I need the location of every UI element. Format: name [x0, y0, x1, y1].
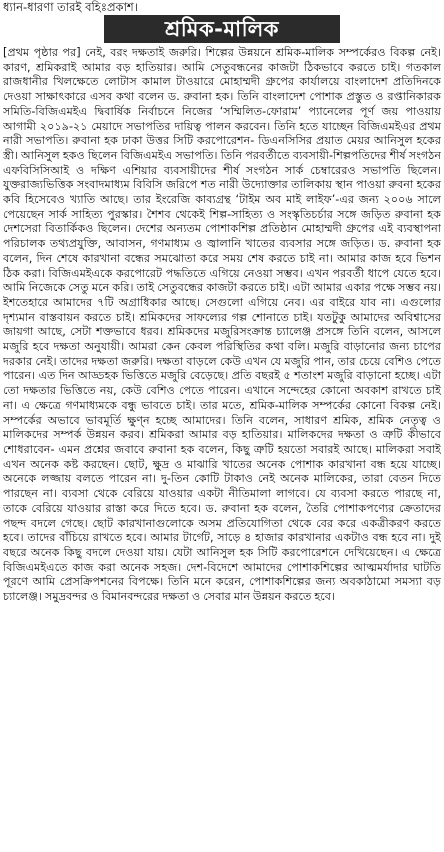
previous-column-tail: ধ্যান-ধারণা তারই বহিঃপ্রকাশ।: [3, 0, 138, 14]
article-paragraph: [3, 46, 441, 605]
article-headline: শ্রমিক-মালিক: [104, 15, 340, 43]
article-body-text: নেই, বরং দক্ষতাই জরুরি। শিল্পের উন্নয়নে শ্রমিক-মালিক সম্পর্কেরও বিকল্প নেই। কারণ, শ্রমিকরাই আমার বড় হাতিয়ার। আমি সেতুবন্ধনের কাজটা ঠিকভাবে করতে চাই। গতকাল রাজধানীর খিলক্ষেতে লোটাস কামাল টাওয়ারে মোহাম্মদী গ্রুপের কার্যালয়ে বাংলাদেশ প্রতিদিনকে দেওয়া সাক্ষাৎকারে এসব কথা বলেন ড. রুবানা হক। তিনি বাংলাদেশ পোশাক প্রস্তুত ও রপ্তানিকারক সমিতি-বিজিএমইএ দ্বিবার্ষিক নির্বাচনে নিজের ‘সম্মিলিত-ফোরাম’ প্যানেলের পূর্ণ জয় পাওয়ায় আগামী ২০১৯-২১ মেয়াদে সভাপতির দায়িত্ব পালন করবেন। তিনি হতে যাচ্ছেন বিজিএমইএর প্রথম নারী সভাপতি। রুবানা হক ঢাকা উত্তর সিটি করপোরেশন- ডিএনসিসির প্রয়াত মেয়র আনিসুল হকের স্ত্রী। আনিসুল হকও ছিলেন বিজিএমইএ সভাপতি। তিনি পরবর্তীতে ব্যবসায়ী-শিল্পপতিদের শীর্ষ সংগঠন এফবিসিসিআই ও দক্ষিণ এশিয়ার ব্যবসায়ীদের শীর্ষ সংগঠন সার্ক চেম্বারেরও সভাপতি ছিলেন। যুক্তরাজ্যভিত্তিক সংবাদমাধ্যম বিবিসি জরিপে শত নারী উদ্যোক্তার তালিকায় স্থান পাওয়া রুবনা হকের কবি হিসেবেও খ্যাতি আছে। তার ইংরেজি কাব্যগ্রন্থ ‘টাইম অব মাই লাইফ’-এর জন্য ২০০৬ সালে পেয়েছেন সার্ক সাহিত্য পুরস্কার। শৈশব থেকেই শিল্প-সাহিত্য ও সংস্কৃতিচর্চার সঙ্গে জড়িত রুবানা হক দেশসেরা বিতার্কিকও ছিলেন। দেশের অন্যতম পোশাকশিল্প প্রতিষ্ঠান মোহাম্মদী গ্রুপের এই ব্যবস্থাপনা পরিচালক তথ্যপ্রযুক্তি, আবাসন, গণমাধ্যম ও জ্বালানি খাতের ব্যবসার সঙ্গে জড়িত। ড. রুবানা হক বলেন, দিন শেষে কারখানা বন্ধের সমঝোতা করে সময় শেষ করতে চাই না। আমার কাজ হবে ভিশন ঠিক করা। বিজিএমইএকে করপোরেট পদ্ধতিতে এগিয়ে নেওয়া সম্ভব। এখন পরবর্তী ধাপে যেতে হবে। আমি নিজেকে সেতু মনে করি। তাই সেতুবন্ধের কাজটা করতে চাই। এটা আমার একার পক্ষে সম্ভব নয়। ইশতেহারে আমাদের ৭টি অগ্রাধিকার আছে। সেগুলো এগিয়ে নেব। এর বাইরে যাব না। এগুলোর দৃশ্যমান বাস্তবায়ন করতে চাই। শ্রমিকদের সাফল্যের গল্প শোনাতে চাই। যতটুকু আমাদের অবিশ্বাসের জায়গা আছে, সেটা শক্তভাবে ধরব। শ্রমিকদের মজুরিসংক্রান্ত চ্যালেঞ্জ প্রসঙ্গে তিনি বলেন, আসলে মজুরি হবে দক্ষতা অনুযায়ী। আমরা কেন কেবল পরিস্থিতির কথা বলি। মজুরি বাড়ানোর জন্য চাপের দরকার নেই। তাদের দক্ষতা জরুরি। দক্ষতা বাড়লে কেউ এখন যে মজুরি পান, তার চেয়ে বেশিও পেতে পারেন। এত দিন আড্ডহক ভিত্তিতে মজুরি বেড়েছে। প্রতি বছরই ৫ শতাংশ মজুরি বাড়ানো হচ্ছে। এটা তো দক্ষতার ভিত্তিতে নয়, কেউ বেশিও পেতে পারেন। এখানে সন্দেহের কোনো অবকাশ রাখতে চাই না। এ ক্ষেত্রে গণমাধ্যমকে বন্ধু ভাবতে চাই। তার মতে, শ্রমিক-মালিক সম্পর্কের কোনো বিকল্প নেই। সম্পর্কের অভাবে ভাবমূর্তি ক্ষুণ্ন হচ্ছে আমাদের। তিনি বলেন, সাধারণ শ্রমিক, শ্রমিক নেতৃত্ব ও মালিকদের সম্পর্ক উন্নয়ন করব। শ্রমিকরা আমার বড় হাতিয়ার। মালিকদের দক্ষতা ও ত্রুটি কীভাবে শোধরাবেন- এমন প্রশ্নের জবাবে রুবানা হক বলেন, কিছু ত্রুটি হয়তো সবারই আছে। মালিকরা সবাই এখন অনেক কষ্ট করছেন। ছোট, ক্ষুদ্র ও মাঝারি খাতের অনেক পোশাক কারখানা বন্ধ হয়ে যাচ্ছে। অনেকে লজ্জায় বলতে পারেন না। দু-তিন কোটি টাকাও নেই অনেক মালিকের, তারা বেতন দিতে পারছেন না। ব্যবসা থেকে বেরিয়ে যাওয়ার একটা নীতিমালা লাগবে। যে ব্যবসা করতে পারছে না, তাকে বেরিয়ে যাওয়ার রাস্তা করে দিতে হবে। ড. রুবানা হক বলেন, তৈরি পোশাকপণ্যের ক্রেতাদের পছন্দ বদলে গেছে। ছোট কারখানাগুলোকে অসম প্রতিযোগিতা থেকে বের করে একত্রীকরণ করতে হবে। তাদের বাঁচিয়ে রাখতে হবে। আমার টার্গেট, সাড়ে ৪ হাজার কারখানার একটাও বন্ধ হবে না। দুই বছরে অনেক কিছু বদলে দেওয়া যায়। যেটা আনিসুল হক সিটি করপোরেশনে দেখিয়েছেন। এ ক্ষেত্রে বিজিএমইএতে কাজ করা অনেক সহজ। দেশ-বিদেশে আমাদের পোশাকশিল্পের আত্মমর্যাদার ঘাটতি পূরণে আমি প্রেসক্রিপশনের বিপক্ষে। তিনি মনে করেন, পোশাকশিল্পের জন্য অবকাঠামো সমস্যা বড় চ্যালেঞ্জ। সমুদ্রবন্দর ও বিমানবন্দরের দক্ষতা ও সেবার মান উন্নয়ন করতে হবে।: [3, 46, 441, 604]
article-body: [3, 46, 441, 852]
continuation-label: [প্রথম পৃষ্ঠার পর]: [3, 46, 81, 59]
